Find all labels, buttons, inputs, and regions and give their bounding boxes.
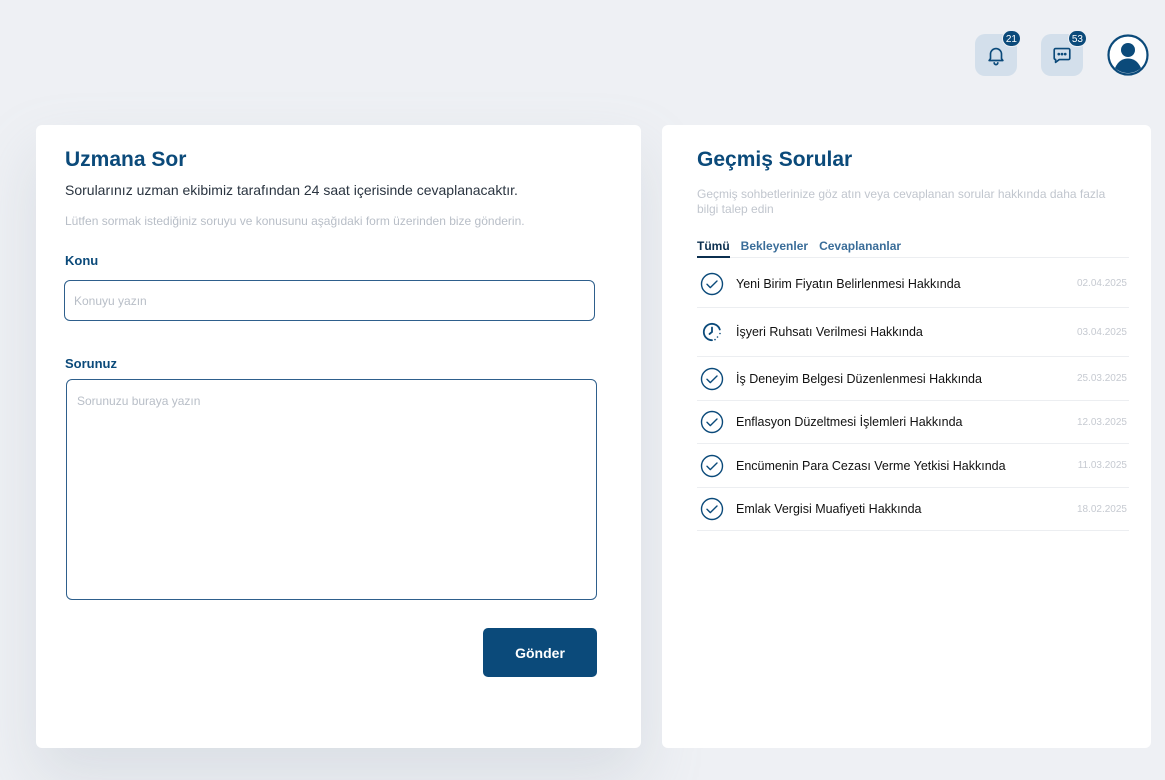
user-avatar-icon: [1107, 34, 1149, 76]
profile-button[interactable]: [1107, 34, 1149, 76]
bell-icon: [985, 44, 1007, 66]
question-title: Emlak Vergisi Muafiyeti Hakkında: [736, 502, 922, 516]
question-title: İşyeri Ruhsatı Verilmesi Hakkında: [736, 325, 923, 339]
send-button[interactable]: Gönder: [483, 628, 597, 677]
question-textarea[interactable]: [66, 379, 597, 600]
tab-pending[interactable]: Bekleyenler: [740, 239, 809, 253]
tab-all[interactable]: Tümü: [697, 239, 730, 258]
check-circle-icon: [700, 272, 724, 296]
tab-answered[interactable]: Cevaplananlar: [819, 239, 902, 253]
clock-icon: [700, 320, 724, 344]
ask-expert-subtitle: Sorularınız uzman ekibimiz tarafından 24 saat içerisinde cevaplanacaktır.: [65, 182, 518, 198]
check-circle-icon: [700, 454, 724, 478]
history-card: [662, 125, 1151, 748]
subject-input[interactable]: [64, 280, 595, 321]
question-label: Sorunuz: [65, 356, 117, 371]
check-circle-icon: [700, 410, 724, 434]
question-title: İş Deneyim Belgesi Düzenlenmesi Hakkında: [736, 371, 982, 386]
question-date: 12.03.2025: [1076, 416, 1127, 428]
question-list: [697, 260, 1129, 531]
messages-count-badge: 53: [1068, 30, 1087, 47]
history-title: Geçmiş Sorular: [697, 148, 853, 171]
question-title: Yeni Birim Fiyatın Belirlenmesi Hakkında: [736, 276, 961, 291]
question-row[interactable]: [697, 444, 1129, 488]
question-date: 02.04.2025: [1076, 278, 1127, 289]
history-subtitle: Geçmiş sohbetlerinize göz atın veya cevaplanan sorular hakkında daha fazla bilgi talep edin: [697, 187, 1106, 216]
question-row[interactable]: [697, 357, 1129, 401]
history-tabs: [697, 239, 1129, 258]
ask-expert-title: Uzmana Sor: [65, 148, 187, 171]
notifications-count-badge: 21: [1002, 30, 1021, 47]
question-date: 18.02.2025: [1076, 503, 1127, 515]
top-bar: [975, 34, 1149, 76]
question-date: 11.03.2025: [1077, 460, 1127, 471]
messages-button[interactable]: [1041, 34, 1083, 76]
ask-expert-hint: Lütfen sormak istediğiniz soruyu ve konusunu aşağıdaki form üzerinden bize gönderin.: [65, 214, 525, 228]
question-title: Enflasyon Düzeltmesi İşlemleri Hakkında: [736, 415, 963, 429]
check-circle-icon: [700, 367, 724, 391]
question-row[interactable]: [697, 308, 1129, 357]
notifications-button[interactable]: [975, 34, 1017, 76]
chat-icon: [1051, 44, 1073, 66]
question-title: Encümenin Para Cezası Verme Yetkisi Hakkında: [736, 458, 1006, 473]
question-date: 25.03.2025: [1076, 373, 1127, 384]
check-circle-icon: [700, 497, 724, 521]
question-row[interactable]: [697, 401, 1129, 444]
ask-expert-card: [36, 125, 641, 748]
question-date: 03.04.2025: [1076, 326, 1127, 338]
subject-label: Konu: [65, 253, 99, 268]
question-row[interactable]: [697, 260, 1129, 308]
question-row[interactable]: [697, 488, 1129, 531]
